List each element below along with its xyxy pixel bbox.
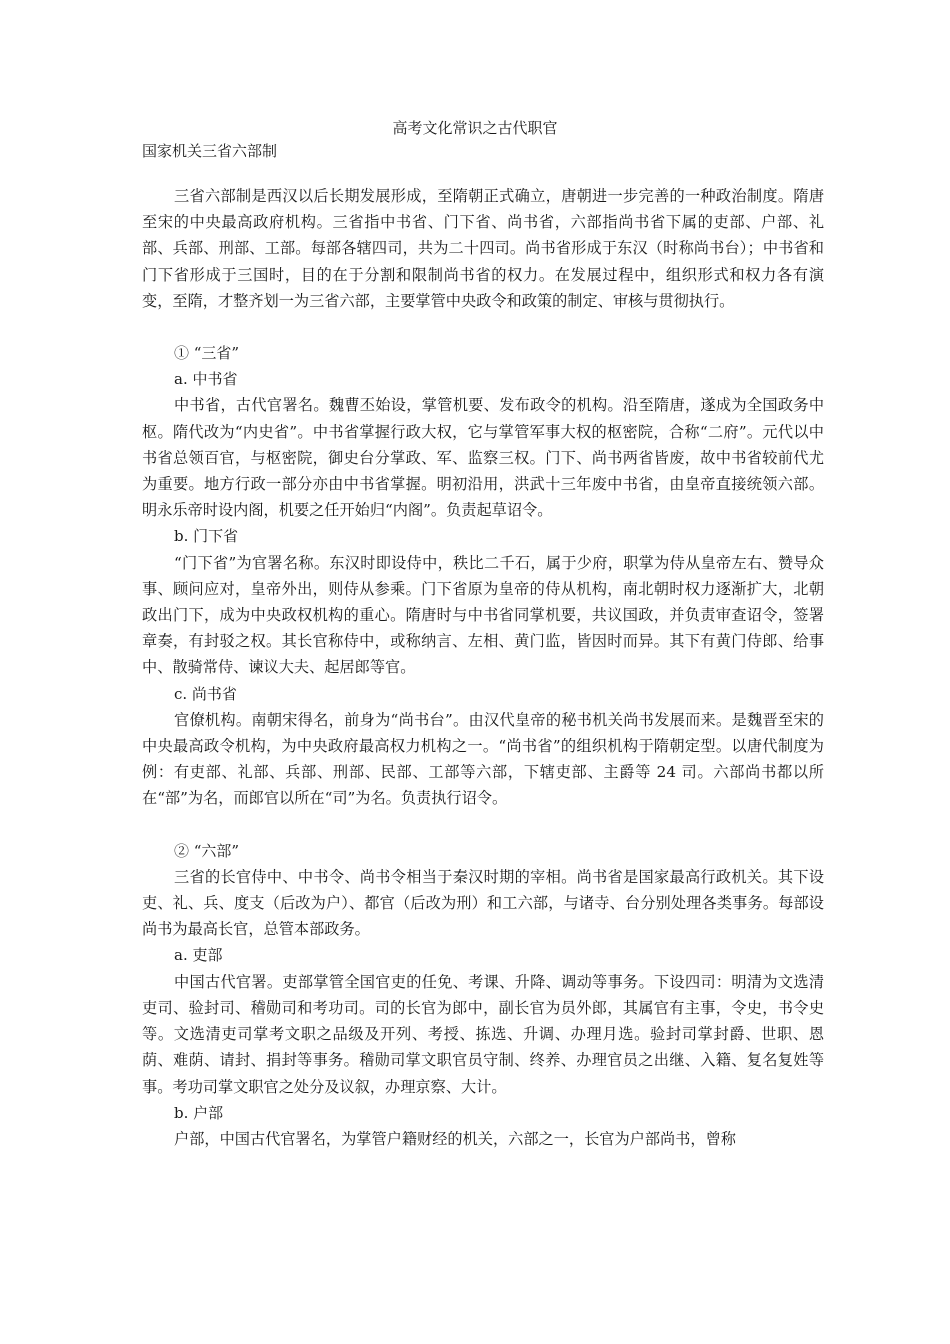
spacer xyxy=(142,812,824,838)
subsection-heading-menxia: b. 门下省 xyxy=(174,527,239,546)
spacer xyxy=(142,314,824,340)
paragraph-hubu: 户部，中国古代官署名，为掌管户籍财经的机关，六部之一，长官为户部尚书，曾称 xyxy=(174,1129,736,1148)
document-body xyxy=(142,183,824,1152)
paragraph-shangshu: 官僚机构。南朝宋得名，前身为“尚书台”。由汉代皇帝的秘书机关尚书发展而来。是魏晋至宋的中央最高政令机构，为中央政府最高权力机构之一。“尚书省”的组织机构于隋朝定型。以唐代制度为例：有吏部、礼部、兵部、刑部、民部、工部等六部，下辖吏部、主爵等 24 司。六部尚书都以所在“部”为名，而郎官以所在“司”为名。负责执行诏令。 xyxy=(142,710,824,808)
subsection-heading-shangshu: c. 尚书省 xyxy=(174,684,237,703)
intro-paragraph: 三省六部制是西汉以后长期发展形成，至隋朝正式确立，唐朝进一步完善的一种政治制度。隋唐至宋的中央最高政府机构。三省指中书省、门下省、尚书省，六部指尚书省下属的吏部、户部、礼部、兵部、刑部、工部。每部各辖四司，共为二十四司。尚书省形成于东汉（时称尚书台）；中书省和门下省形成于三国时，目的在于分割和限制尚书省的权力。在发展过程中，组织形式和权力各有演变，至隋，才整齐划一为三省六部，主要掌管中央政令和政策的制定、审核与贯彻执行。 xyxy=(142,187,824,310)
paragraph-six-ministries: 三省的长官侍中、中书令、尚书令相当于秦汉时期的宰相。尚书省是国家最高行政机关。其下设吏、礼、兵、度支（后改为户）、都官（后改为刑）和工六部，与诸寺、台分别处理各类事务。每部设尚书为最高长官，总管本部政务。 xyxy=(142,867,824,939)
document-title: 高考文化常识之古代职官 xyxy=(392,119,558,137)
subsection-heading-libu: a. 吏部 xyxy=(174,946,223,965)
document-subtitle: 国家机关三省六部制 xyxy=(142,142,278,160)
subsection-heading-zhongshu: a. 中书省 xyxy=(174,370,238,389)
section-heading-six-ministries: ② “六部” xyxy=(174,841,240,860)
paragraph-libu: 中国古代官署。吏部掌管全国官吏的任免、考课、升降、调动等事务。下设四司：明清为文选清吏司、验封司、稽勋司和考功司。司的长官为郎中，副长官为员外郎，其属官有主事，令史，书令史等。文选清吏司掌考文职之品级及开列、考授、拣选、升调、办理月选。验封司掌封爵、世职、恩荫、难荫、请封、捐封等事务。稽勋司掌文职官员守制、终养、办理官员之出继、入籍、复名复姓等事。考功司掌文职官之处分及议叙，办理京察、大计。 xyxy=(142,972,824,1096)
paragraph-zhongshu: 中书省，古代官署名。魏曹丕始设，掌管机要、发布政令的机构。沿至隋唐，遂成为全国政务中枢。隋代改为“内史省”。中书省掌握行政大权，它与掌管军事大权的枢密院，合称“二府”。元代以中书省总领百官，与枢密院，御史台分掌政、军、监察三权。门下、尚书两省皆废，故中书省较前代尤为重要。地方行政一部分亦由中书省掌握。明初沿用，洪武十三年废中书省，由皇帝直接统领六部。明永乐帝时设内阁，机要之任开始归“内阁”。负责起草诏令。 xyxy=(142,396,824,520)
section-heading-three-departments: ① “三省” xyxy=(174,344,240,363)
paragraph-menxia: “门下省”为官署名称。东汉时即设侍中，秩比二千石，属于少府，职掌为侍从皇帝左右、赞导众事、顾问应对，皇帝外出，则侍从参乘。门下省原为皇帝的侍从机构，南北朝时权力逐渐扩大，北朝政出门下，成为中央政权机构的重心。隋唐时与中书省同掌机要，共议国政，并负责审查诏令，签署章奏，有封驳之权。其长官称侍中，或称纳言、左相、黄门监，皆因时而异。其下有黄门侍郎、给事中、散骑常侍、谏议大夫、起居郎等官。 xyxy=(142,553,824,677)
subsection-heading-hubu: b. 户部 xyxy=(174,1103,224,1122)
